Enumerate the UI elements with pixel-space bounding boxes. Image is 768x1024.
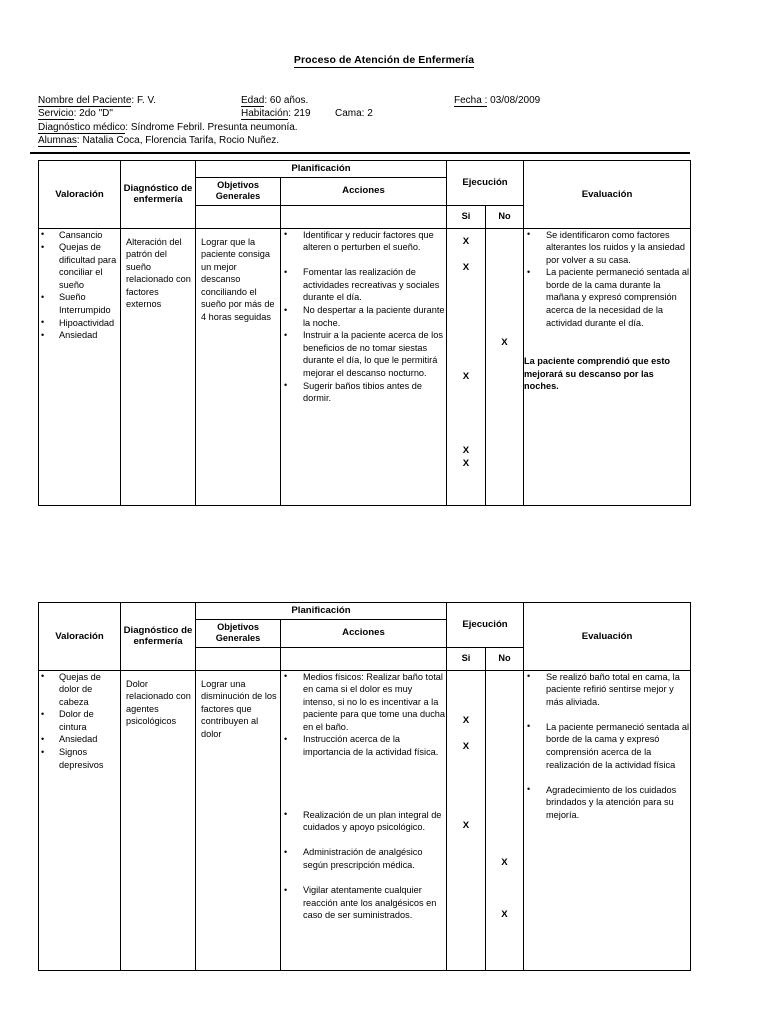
cell-diagnostico-2: Dolor relacionado con agentes psicológicos <box>121 670 196 970</box>
th-diagnostico-enfermeria: Diagnóstico de enfermería <box>121 603 196 671</box>
list-item: • Agradecimiento de los cuidados brindados y la atención para su mejoría. <box>524 784 690 822</box>
page-title <box>0 54 768 66</box>
cell-valoracion-2 <box>39 670 121 970</box>
list-item: • Ansiedad <box>39 733 120 746</box>
valoracion-list-2 <box>39 671 120 772</box>
alumnas-value: : Natalia Coca, Florencia Tarifa, Rocio Nuñez. <box>76 135 280 147</box>
th-valoracion: Valoración <box>39 161 121 229</box>
th-diagnostico-enfermeria: Diagnóstico de enfermería <box>121 161 196 229</box>
evaluacion-note-1: La paciente comprendió que esto mejorará su descanso por las noches. <box>524 356 671 392</box>
list-item: • Quejas de dificultad para conciliar el sueño <box>39 241 120 291</box>
nombre-field <box>38 94 156 107</box>
cell-ejecucion-no-2 <box>486 670 524 970</box>
th-objetivos-generales: Objetivos Generales <box>196 177 281 205</box>
header-divider <box>30 152 690 154</box>
list-item: • Administración de analgésico según prescripción médica. <box>281 846 446 871</box>
table-2-header-row-1 <box>39 603 691 620</box>
habitacion-value: : 219 <box>288 108 311 120</box>
th-no: No <box>486 647 524 670</box>
servicio-value: : 2do "D" <box>73 108 113 120</box>
acciones-list-1 <box>281 229 446 405</box>
list-item: • Vigilar atentamente cualquier reacción ante los analgésicos en caso de ser suministrados. <box>281 884 446 922</box>
fecha-field <box>454 94 540 107</box>
x-mark: X <box>462 235 470 247</box>
servicio-field <box>38 107 113 120</box>
cama-field: Cama: 2 <box>335 108 373 120</box>
th-ejecucion: Ejecución <box>447 603 524 648</box>
nombre-label: Nombre del Paciente <box>38 95 132 106</box>
cell-evaluacion-1 <box>524 228 691 505</box>
cell-ejecucion-si-1 <box>447 228 486 505</box>
habitacion-field <box>241 107 311 120</box>
th-objetivos-spacer <box>196 205 281 228</box>
patient-header-row-1 <box>38 94 698 107</box>
list-item: • Ansiedad <box>39 329 120 342</box>
cell-objetivos-2: Lograr una disminución de los factores que contribuyen al dolor <box>196 670 281 970</box>
x-mark: X <box>462 740 470 752</box>
th-objetivos-spacer <box>196 647 281 670</box>
care-plan-table-1 <box>38 160 691 506</box>
list-item: • Signos depresivos <box>39 746 120 771</box>
patient-header-row-2 <box>38 107 698 120</box>
list-item: • Hipoactividad <box>39 317 120 330</box>
th-acciones: Acciones <box>281 177 447 205</box>
list-item: • Sueño Interrumpido <box>39 291 120 316</box>
list-item: • La paciente permaneció sentada al borde de la cama y expresó comprensión acerca de la realización de la actividad física <box>524 721 690 771</box>
patient-header-row-3 <box>38 121 698 134</box>
diagnostico-medico-value: : Síndrome Febril. Presunta neumonía. <box>125 121 298 133</box>
alumnas-field <box>38 134 279 147</box>
nombre-value: : F. V. <box>131 95 157 106</box>
habitacion-label: Habitación <box>241 108 289 120</box>
care-plan-table-2 <box>38 602 691 971</box>
th-ejecucion: Ejecución <box>447 161 524 206</box>
table-1-head <box>39 161 691 229</box>
table-row <box>39 670 691 970</box>
x-mark: X <box>462 714 470 726</box>
list-item: • Realización de un plan integral de cuidados y apoyo psicológico. <box>281 809 446 834</box>
x-mark: X <box>501 336 508 348</box>
th-acciones: Acciones <box>281 619 447 647</box>
x-mark: X <box>501 908 508 920</box>
x-mark: X <box>462 370 470 382</box>
th-no: No <box>486 205 524 228</box>
list-item: • Medios físicos: Realizar baño total en cama si el dolor es muy intenso, si no lo es incentivar a la paciente para que tome una ducha en el baño. <box>281 671 446 734</box>
x-mark: X <box>462 819 470 831</box>
cell-objetivos-1: Lograr que la paciente consiga un mejor descanso conciliando el sueño por más de 4 horas seguidas <box>196 228 281 505</box>
list-item: • Se identificaron como factores alterantes los ruidos y la ansiedad por volver a su casa. <box>524 229 690 267</box>
patient-header-block <box>38 94 698 148</box>
fecha-value: 03/08/2009 <box>487 95 541 106</box>
table-2-body <box>39 670 691 970</box>
fecha-label: Fecha : <box>454 95 488 106</box>
table-1-body <box>39 228 691 505</box>
th-si: Si <box>447 647 486 670</box>
th-si: Si <box>447 205 486 228</box>
evaluacion-list-2 <box>524 671 690 822</box>
cell-valoracion-1 <box>39 228 121 505</box>
diagnostico-medico-label: Diagnóstico médico <box>38 121 126 133</box>
list-item: • Dolor de cintura <box>39 708 120 733</box>
diagnostico-medico-field <box>38 121 298 134</box>
list-item: • Instruir a la paciente acerca de los beneficios de no tomar siestas durante el día, lo que le permitirá mejorar el descanso nocturno. <box>281 329 446 379</box>
page-title-text: Proceso de Atención de Enfermería <box>293 54 475 66</box>
cell-acciones-2 <box>281 670 447 970</box>
edad-label: Edad <box>241 95 265 106</box>
list-item: • Instrucción acerca de la importancia de la actividad física. <box>281 733 446 758</box>
cell-evaluacion-2 <box>524 670 691 970</box>
cell-ejecucion-si-2 <box>447 670 486 970</box>
list-item: • Cansancio <box>39 229 120 242</box>
edad-field <box>241 94 308 107</box>
table-2-head <box>39 603 691 671</box>
th-valoracion: Valoración <box>39 603 121 671</box>
th-acciones-spacer <box>281 647 447 670</box>
cell-diagnostico-1: Alteración del patrón del sueño relacionado con factores externos <box>121 228 196 505</box>
cell-ejecucion-no-1 <box>486 228 524 505</box>
x-mark: X <box>501 856 508 868</box>
acciones-list-2 <box>281 671 446 923</box>
th-objetivos-generales: Objetivos Generales <box>196 619 281 647</box>
list-item: • Quejas de dolor de cabeza <box>39 671 120 709</box>
th-evaluacion: Evaluación <box>524 161 691 229</box>
th-acciones-spacer <box>281 205 447 228</box>
x-mark: X <box>462 444 470 456</box>
list-item: • La paciente permaneció sentada al borde de la cama durante la mañana y expresó comprensión acerca de la necesidad de la actividad durante el día. <box>524 266 690 329</box>
th-evaluacion: Evaluación <box>524 603 691 671</box>
list-item: • Se realizó baño total en cama, la paciente refirió sentirse mejor y más aliviada. <box>524 671 690 709</box>
th-planificacion: Planificación <box>196 603 447 620</box>
edad-value: : 60 años. <box>264 95 309 106</box>
x-mark: X <box>462 261 470 273</box>
list-item: • Sugerir baños tibios antes de dormir. <box>281 380 446 405</box>
valoracion-list-1 <box>39 229 120 342</box>
patient-header-row-4 <box>38 134 698 147</box>
table-1-header-row-1 <box>39 161 691 178</box>
alumnas-label: Alumnas <box>38 135 77 147</box>
servicio-label: Servicio <box>38 108 74 120</box>
table-row <box>39 228 691 505</box>
cell-acciones-1 <box>281 228 447 505</box>
list-item: • Identificar y reducir factores que alteren o perturben el sueño. <box>281 229 446 254</box>
list-item: • No despertar a la paciente durante la noche. <box>281 304 446 329</box>
x-mark: X <box>462 457 470 469</box>
list-item: • Fomentar las realización de actividades recreativas y sociales durante el día. <box>281 266 446 304</box>
evaluacion-list-1 <box>524 229 690 330</box>
th-planificacion: Planificación <box>196 161 447 178</box>
